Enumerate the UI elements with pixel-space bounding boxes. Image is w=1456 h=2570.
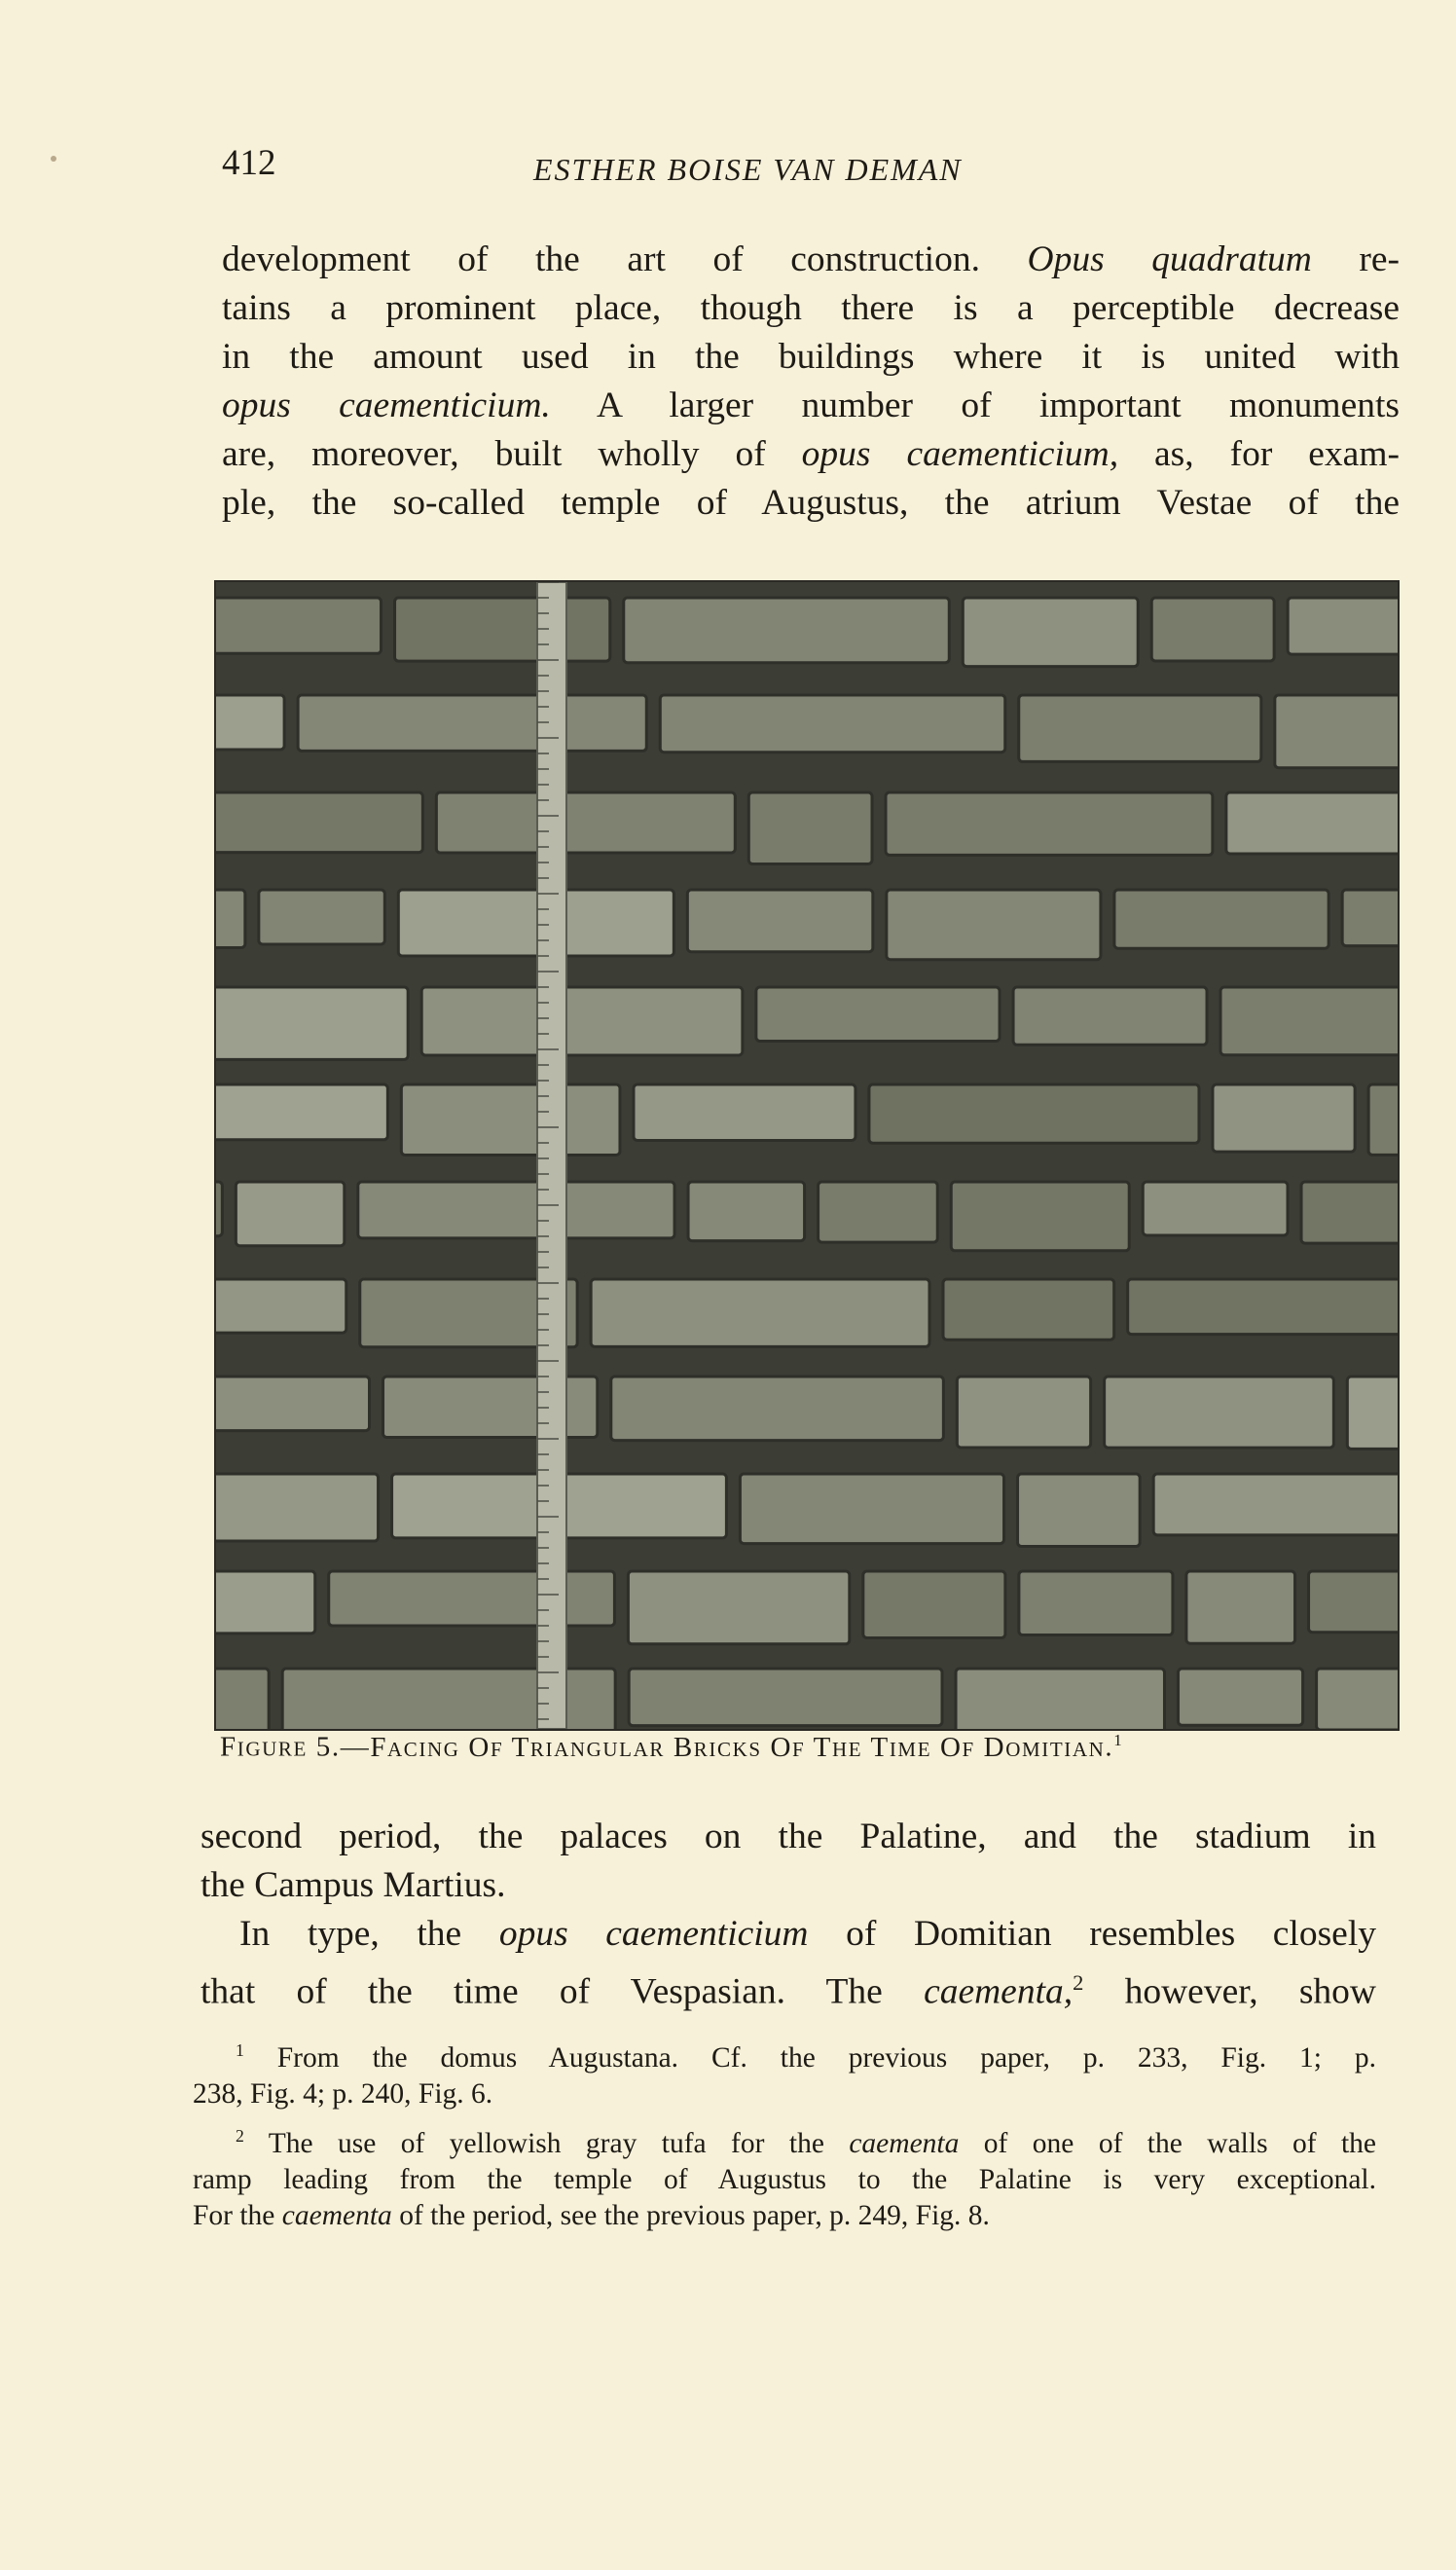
brick (298, 695, 646, 751)
brick (1151, 598, 1274, 661)
brick (963, 598, 1138, 667)
text-line (200, 1813, 1376, 1861)
text-line (193, 2033, 1376, 2076)
caption-period: . (1105, 1731, 1114, 1763)
brick (1186, 1571, 1295, 1643)
brick (1288, 598, 1398, 654)
text-line (193, 2118, 1376, 2162)
caption-smallcaps: IGURE (237, 1737, 308, 1761)
brick (1143, 1182, 1288, 1235)
caption-smallcaps: RIANGULAR (529, 1737, 665, 1761)
brick (1013, 987, 1207, 1045)
text-line (193, 2162, 1376, 2198)
text-run: ple, the so-called temple of Augustus, the atrium Vestae of the (222, 483, 1400, 523)
brick (957, 1377, 1090, 1448)
text-run: that of the time of Vespasian. The (200, 1971, 925, 2012)
brick (951, 1182, 1129, 1251)
brick (329, 1571, 615, 1626)
text-line (222, 430, 1400, 479)
paper-blemish (51, 156, 56, 162)
text-line (222, 284, 1400, 333)
footnote-2 (193, 2118, 1376, 2234)
text-run: of the period, see the previous paper, p. 249, Fig. 8. (391, 2199, 990, 2231)
brick (886, 792, 1213, 855)
brick (819, 1182, 938, 1242)
brick (236, 1182, 344, 1246)
body-paragraph-2 (200, 1813, 1376, 2017)
brick (395, 598, 610, 661)
text-line (222, 479, 1400, 528)
italic-term: Opus quadratum (1027, 239, 1312, 279)
italic-term: opus caementicium. (222, 386, 551, 425)
page-number: 412 (222, 143, 276, 183)
brick (216, 1182, 222, 1236)
text-run: are, moreover, built wholly of (222, 434, 802, 474)
text-run: of Domitian resembles closely (808, 1914, 1376, 1954)
text-run: ramp leading from the temple of Augustus to the Palatine is very exceptional. (193, 2163, 1376, 2195)
brick (956, 1669, 1164, 1729)
brick (1178, 1669, 1302, 1725)
brick (756, 987, 1000, 1041)
brick (1019, 1571, 1173, 1635)
brick (1275, 695, 1398, 768)
text-run: A larger number of important monuments (550, 386, 1400, 425)
brick (216, 792, 422, 853)
running-head: ESTHER BOISE VAN DEMAN (533, 152, 963, 187)
caption-smallcaps: F (792, 1737, 806, 1761)
italic-term: caementa, (924, 1971, 1074, 2012)
brick (216, 1669, 269, 1729)
italic-term: caementa (849, 2127, 960, 2159)
brick (863, 1571, 1005, 1638)
text-line (222, 333, 1400, 382)
brick (740, 1474, 1003, 1544)
caption-title (370, 1732, 1105, 1763)
brick (216, 695, 284, 750)
text-line (222, 382, 1400, 430)
brick (1226, 792, 1398, 854)
caption-smallcaps: OMITIAN (1005, 1737, 1106, 1761)
brick (1018, 1474, 1141, 1546)
text-run: second period, the palaces on the Palatine, and the stadium in (200, 1817, 1376, 1856)
text-line (200, 1910, 1376, 1959)
footnotes (193, 2033, 1376, 2234)
brick (1342, 890, 1398, 946)
brick (259, 890, 384, 944)
brick (216, 598, 382, 653)
brick (1309, 1571, 1398, 1633)
brick (1019, 695, 1261, 761)
brick-wall-image (216, 582, 1398, 1729)
brick (1347, 1377, 1398, 1449)
brick (1368, 1084, 1398, 1155)
caption-initial: T (813, 1731, 832, 1763)
brick (1220, 987, 1398, 1055)
brick (216, 1084, 387, 1140)
text-run: of one of the walls of the (959, 2127, 1377, 2159)
text-run: re- (1311, 239, 1400, 279)
caption-smallcaps: RICKS (693, 1737, 762, 1761)
text-line (222, 236, 1400, 284)
brick (624, 598, 950, 663)
caption-initial: O (770, 1731, 793, 1763)
text-run: in the amount used in the buildings where it is united with (222, 337, 1400, 377)
text-run: tains a prominent place, though there is a perceptible decrease (222, 288, 1400, 328)
brick (398, 890, 673, 956)
brick (748, 792, 872, 864)
brick (591, 1279, 929, 1346)
text-line (193, 2198, 1376, 2234)
caption-initial: D (983, 1731, 1006, 1763)
footnote-1 (193, 2033, 1376, 2112)
brick (1153, 1474, 1398, 1535)
italic-term: opus caementicium (498, 1914, 809, 1954)
brick (611, 1377, 944, 1441)
footnote-marker: 1 (236, 2040, 244, 2060)
text-run: development of the art of construction. (222, 239, 1028, 279)
brick (869, 1084, 1199, 1143)
brick (358, 1182, 674, 1238)
caption-initial: F (370, 1731, 388, 1763)
brick (887, 890, 1101, 960)
brick (216, 1377, 370, 1431)
text-run: however, show (1083, 1971, 1376, 2012)
text-line (193, 2076, 1376, 2112)
brick (1114, 890, 1329, 948)
caption-initial: T (511, 1731, 530, 1763)
brick (216, 1279, 346, 1333)
brick (1128, 1279, 1398, 1335)
figure-caption (220, 1731, 1388, 1764)
caption-initial: O (939, 1731, 963, 1763)
page-header (222, 142, 1098, 201)
text-line (200, 1861, 1376, 1910)
text-run: The use of yellowish gray tufa for the (268, 2127, 850, 2159)
footnote-ref: 2 (1073, 1970, 1084, 1995)
brick (660, 695, 1004, 753)
text-run: In type, the (239, 1914, 499, 1954)
brick (216, 1571, 315, 1634)
brick (1301, 1182, 1398, 1243)
italic-term: opus caementicium, (801, 434, 1119, 474)
caption-smallcaps: HE (831, 1737, 863, 1761)
text-line (200, 1959, 1376, 2017)
brick (634, 1084, 855, 1141)
caption-initial: O (468, 1731, 491, 1763)
caption-smallcaps: ACING (387, 1737, 460, 1761)
brick (216, 890, 245, 947)
brick (1213, 1084, 1355, 1152)
brick (436, 792, 735, 853)
brick (1317, 1669, 1398, 1729)
brick (628, 1571, 849, 1644)
brick (687, 890, 872, 952)
brick (943, 1279, 1114, 1340)
caption-smallcaps: F (490, 1737, 504, 1761)
brick (1105, 1377, 1334, 1448)
caption-initial: T (870, 1731, 890, 1763)
caption-footnote-ref: 1 (1113, 1731, 1124, 1749)
figure-5 (214, 580, 1400, 1731)
caption-number: 5.— (307, 1731, 371, 1763)
brick (216, 987, 408, 1059)
text-run: From the domus Augustana. Cf. the previous paper, p. 233, Fig. 1; p. (276, 2041, 1377, 2074)
brick (688, 1182, 805, 1241)
footnote-marker: 2 (236, 2125, 244, 2146)
text-run: 238, Fig. 4; p. 240, Fig. 6. (193, 2077, 493, 2110)
caption-initial: F (220, 1731, 237, 1763)
brick (421, 987, 743, 1055)
text-run: For the (193, 2199, 282, 2231)
body-paragraph-1 (222, 236, 1400, 528)
text-run: as, for exam- (1118, 434, 1400, 474)
caption-smallcaps: F (962, 1737, 975, 1761)
brick (401, 1084, 620, 1155)
brick-wall-photograph (214, 580, 1400, 1731)
brick (216, 1474, 379, 1541)
caption-smallcaps: IME (889, 1737, 932, 1761)
caption-initial: B (673, 1731, 694, 1763)
text-run: the Campus Martius. (200, 1865, 506, 1905)
italic-term: caementa (281, 2199, 392, 2231)
brick (629, 1669, 942, 1726)
